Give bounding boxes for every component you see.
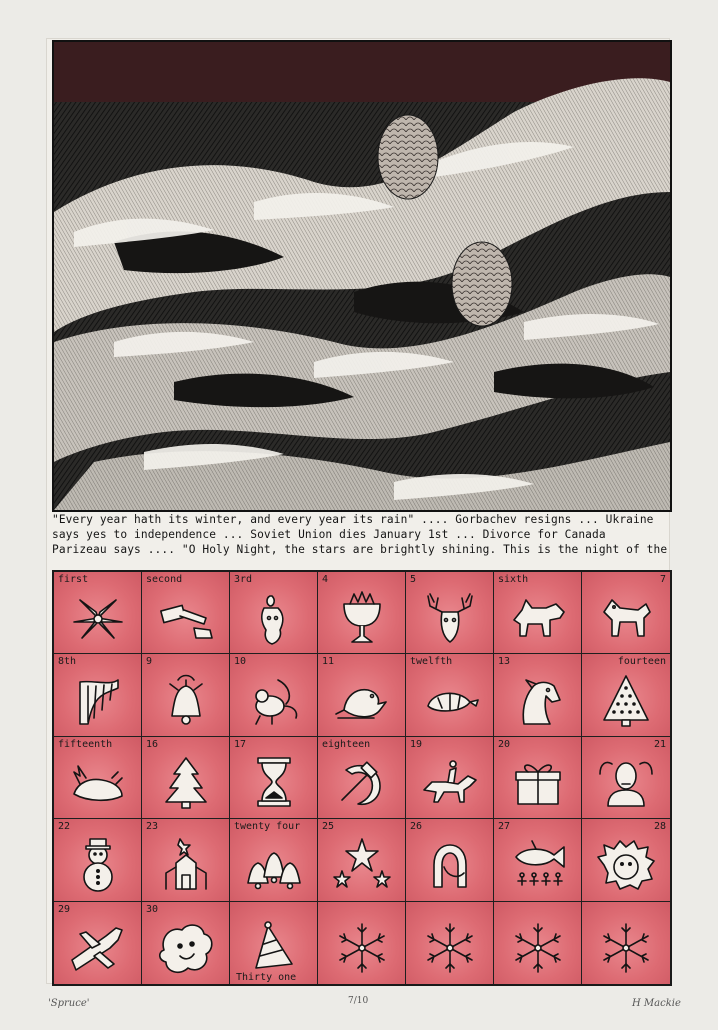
- airplane-icon: [66, 920, 130, 976]
- artist-signature: H Mackie: [632, 998, 681, 1009]
- calendar-day-label: 19: [410, 738, 423, 750]
- gavel-hand-icon: [154, 590, 218, 646]
- bird-icon: [330, 672, 394, 728]
- calendar-day-label: 23: [146, 821, 159, 833]
- snowflake-icon: [506, 920, 570, 976]
- party-hat-icon: [242, 920, 306, 976]
- calendar-day-label: 11: [322, 656, 335, 668]
- calendar-day-cell: [54, 572, 142, 654]
- calendar-day-label: fifteenth: [58, 738, 113, 750]
- gift-box-icon: [506, 754, 570, 810]
- goblet-icon: [330, 590, 394, 646]
- calendar-day-cell: [406, 902, 494, 984]
- calendar-day-cell: [230, 819, 318, 901]
- snowflake-icon: [594, 920, 658, 976]
- calendar-day-cell: [230, 737, 318, 819]
- calendar-day-cell: [582, 572, 670, 654]
- calendar-day-label: 8th: [58, 656, 77, 668]
- calendar-day-cell: [318, 654, 406, 736]
- calendar-day-label: 7: [659, 574, 666, 585]
- calendar-day-cell: [142, 654, 230, 736]
- calendar-day-label: twenty four: [234, 821, 301, 833]
- snowman-icon: [66, 837, 130, 893]
- calendar-day-cell: [230, 902, 318, 984]
- print-title: 'Spruce': [48, 998, 90, 1009]
- calendar-day-label: 30: [146, 903, 159, 915]
- spruce-etching: [52, 40, 672, 512]
- calendar-day-label: second: [146, 574, 183, 585]
- caption-line-1: "Every year hath its winter, and every year its rain" .... Gorbachev resigns ... Ukraine: [52, 513, 654, 526]
- calendar-day-cell: [230, 572, 318, 654]
- calendar-day-cell: [406, 654, 494, 736]
- snowflake-icon: [418, 920, 482, 976]
- fish-figures-icon: [506, 837, 570, 893]
- poinsettia-icon: [66, 590, 130, 646]
- horse-head-icon: [506, 672, 570, 728]
- advent-calendar-grid: [52, 570, 672, 986]
- wolf-icon: [506, 590, 570, 646]
- calendar-day-cell: [494, 737, 582, 819]
- caption-text: [52, 512, 668, 568]
- portrait-icon: [594, 754, 658, 810]
- calendar-day-label: 9: [146, 656, 153, 668]
- calendar-day-cell: [406, 819, 494, 901]
- calendar-day-cell: [142, 572, 230, 654]
- calendar-day-label: 13: [498, 656, 511, 668]
- calendar-day-cell: [54, 902, 142, 984]
- calendar-day-label: eighteen: [322, 738, 371, 750]
- calendar-day-label: 22: [58, 821, 71, 833]
- calendar-day-label: 4: [322, 574, 329, 585]
- snowflake-icon: [330, 920, 394, 976]
- calendar-day-label: 28: [653, 821, 666, 833]
- bell-icon: [154, 672, 218, 728]
- harp-icon: [66, 672, 130, 728]
- calendar-day-cell: [406, 572, 494, 654]
- calendar-day-cell: [582, 902, 670, 984]
- calendar-day-label: Thirty one: [236, 972, 297, 983]
- hammer-sickle-icon: [330, 754, 394, 810]
- caption-line-3: Parizeau says .... "O Holy Night, the stars are brightly shining. This is the night of the: [52, 543, 668, 556]
- calendar-day-cell: [318, 902, 406, 984]
- calendar-day-label: 10: [234, 656, 247, 668]
- caption-line-2: says yes to independence ... Soviet Union dies January 1st ... Divorce for Canada: [52, 528, 606, 541]
- calendar-day-label: 21: [653, 738, 666, 750]
- face-cloud-icon: [154, 920, 218, 976]
- calendar-day-cell: [142, 737, 230, 819]
- torso-statue-icon: [242, 590, 306, 646]
- calendar-day-cell: [142, 819, 230, 901]
- calendar-day-label: 20: [498, 738, 511, 750]
- calendar-day-label: 3rd: [234, 574, 253, 585]
- edition-number: 7/10: [348, 996, 369, 1006]
- calendar-day-cell: [582, 819, 670, 901]
- calendar-day-label: twelfth: [410, 656, 453, 668]
- calendar-day-cell: [54, 737, 142, 819]
- calendar-day-label: 26: [410, 821, 423, 833]
- calendar-day-label: 27: [498, 821, 511, 833]
- calendar-day-cell: [318, 737, 406, 819]
- hourglass-icon: [242, 754, 306, 810]
- turtle-icon: [418, 672, 482, 728]
- calendar-day-label: 17: [234, 738, 247, 750]
- spruce-branches-drawing: [54, 42, 670, 510]
- mouse-bow-icon: [242, 672, 306, 728]
- pine-tree-icon: [594, 672, 658, 728]
- calendar-day-label: sixth: [498, 574, 529, 585]
- calendar-day-label: 29: [58, 903, 71, 915]
- lion-head-icon: [594, 837, 658, 893]
- calendar-day-label: 5: [410, 574, 417, 585]
- calendar-day-cell: [582, 654, 670, 736]
- calendar-day-cell: [54, 819, 142, 901]
- calendar-day-label: 16: [146, 738, 159, 750]
- calendar-day-label: fourteen: [617, 656, 666, 668]
- calendar-day-label: 25: [322, 821, 335, 833]
- calendar-day-cell: [406, 737, 494, 819]
- calendar-day-cell: [142, 902, 230, 984]
- dog-icon: [594, 590, 658, 646]
- bells-icon: [242, 837, 306, 893]
- calendar-day-cell: [494, 572, 582, 654]
- calendar-day-label: first: [58, 574, 89, 585]
- calendar-day-cell: [494, 819, 582, 901]
- calendar-day-cell: [494, 654, 582, 736]
- fallen-deer-icon: [66, 754, 130, 810]
- calendar-day-cell: [494, 902, 582, 984]
- horseshoe-icon: [418, 837, 482, 893]
- calendar-day-cell: [230, 654, 318, 736]
- stars-icon: [330, 837, 394, 893]
- church-icon: [154, 837, 218, 893]
- moose-head-icon: [418, 590, 482, 646]
- calendar-day-cell: [54, 654, 142, 736]
- calendar-day-cell: [582, 737, 670, 819]
- calendar-day-cell: [318, 819, 406, 901]
- christmas-tree-icon: [154, 754, 218, 810]
- horse-rider-icon: [418, 754, 482, 810]
- calendar-day-cell: [318, 572, 406, 654]
